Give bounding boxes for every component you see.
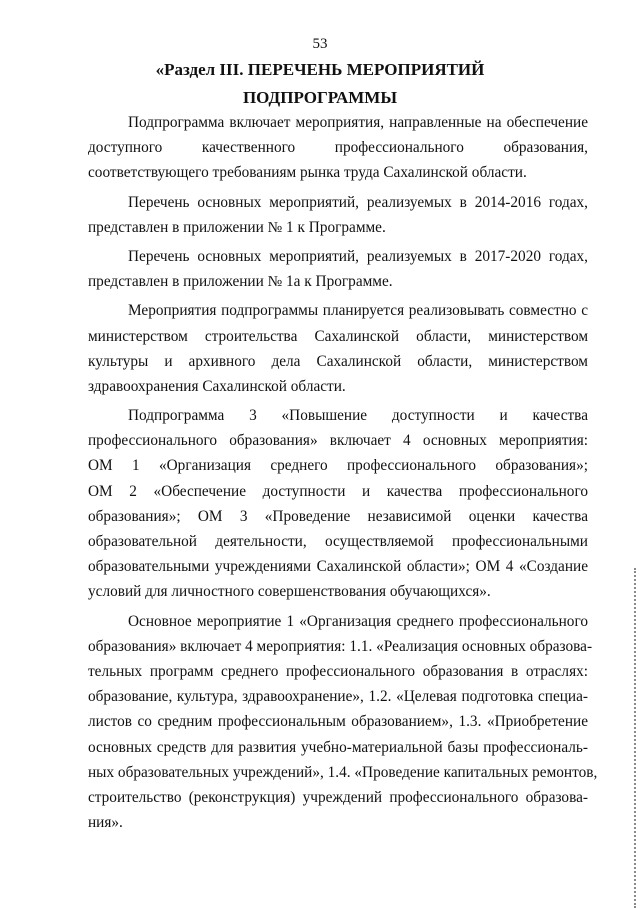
paragraph-line: министерством строительства Сахалинской области, министерством (88, 327, 588, 345)
paragraph-line: Подпрограмма 3 «Повышение доступности и качества (128, 407, 588, 425)
paragraph-line: ОМ 2 «Обеспечение доступности и качества профессионального (88, 482, 588, 500)
paragraph-line: профессионального образования» включает 4 основных мероприятия: (88, 432, 588, 450)
paragraph-line: представлен в приложении № 1а к Программе. (88, 273, 393, 291)
paragraph-line: культуры и архивного дела Сахалинской области, министерством (88, 352, 588, 370)
paragraph-line: соответствующего требованиям рынка труда Сахалинской области. (88, 164, 527, 182)
paragraph-line: основных средств для развития учебно-материальной базы профессиональ- (88, 738, 588, 756)
paragraph-line: Подпрограмма включает мероприятия, направленные на обеспечение (128, 114, 588, 131)
paragraph-line: образования»; ОМ 3 «Проведение независимой оценки качества (88, 507, 588, 525)
paragraph-line: образовательными учреждениями Сахалинской области»; ОМ 4 «Создание (88, 558, 588, 576)
paragraph-line: Основное мероприятие 1 «Организация среднего профессионального (128, 612, 588, 630)
paragraph-line: здравоохранения Сахалинской области. (88, 377, 346, 395)
paragraph-line: Перечень основных мероприятий, реализуемых в 2014-2016 годах, (128, 193, 588, 211)
section-heading: «Раздел III. ПЕРЕЧЕНЬ МЕРОПРИЯТИЙ (155, 60, 485, 79)
paragraph (88, 190, 588, 240)
scan-edge-mark (634, 568, 638, 908)
paragraph (88, 298, 588, 399)
paragraph (88, 403, 588, 605)
paragraph (88, 110, 588, 186)
section-heading-continued: ПОДПРОГРАММЫ (242, 88, 398, 107)
paragraph-line: строительство (реконструкция) учреждений профессионального образова- (88, 788, 588, 806)
paragraph-line: Перечень основных мероприятий, реализуемых в 2017-2020 годах, (128, 247, 588, 265)
paragraph-line: образование, культура, здравоохранение», 1.2. «Целевая подготовка специа- (88, 688, 588, 706)
document-body (88, 110, 598, 839)
paragraph-line: ния». (88, 814, 123, 832)
paragraph (88, 609, 598, 836)
paragraph-line: условий для личностного совершенствования обучающихся». (88, 583, 491, 601)
paragraph-line: доступного качественного профессионального образования, (88, 139, 588, 157)
paragraph-line: тельных программ среднего профессионального образования в отраслях: (88, 662, 588, 680)
paragraph-line: представлен в приложении № 1 к Программе. (88, 218, 386, 236)
paragraph-line: образования» включает 4 мероприятия: 1.1. «Реализация основных образова- (88, 637, 593, 655)
paragraph-line: образовательной деятельности, осуществляемой профессиональными (88, 533, 588, 550)
paragraph (88, 244, 588, 294)
paragraph-line: ных образовательных учреждений», 1.4. «Проведение капитальных ремонтов, (88, 763, 598, 781)
paragraph-line: листов со средним профессиональным образованием», 1.3. «Приобретение (88, 713, 588, 731)
paragraph-line: ОМ 1 «Организация среднего профессионального образования»; (88, 457, 588, 475)
page-number: 53 (312, 36, 328, 52)
paragraph-line: Мероприятия подпрограммы планируется реализовывать совместно с (128, 302, 588, 320)
